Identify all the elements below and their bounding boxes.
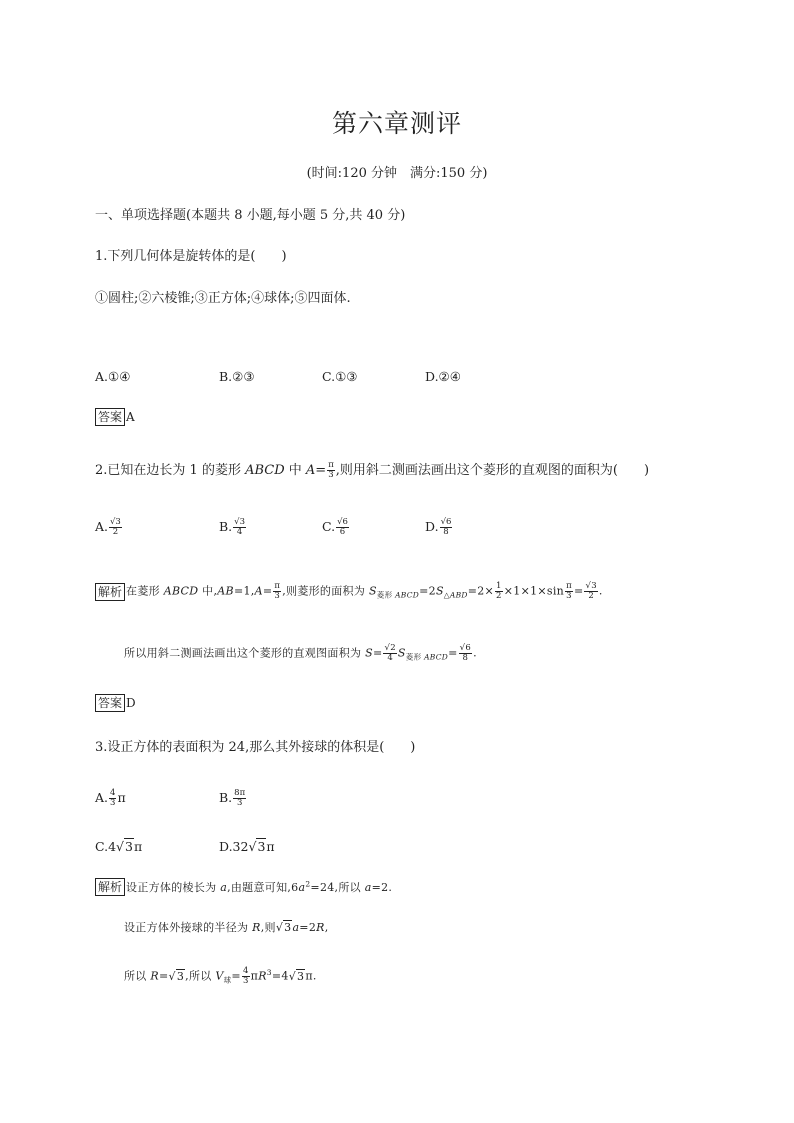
section-heading: 一、单项选择题(本题共 8 小题,每小题 5 分,共 40 分)	[95, 208, 406, 223]
q1-option-c: C.①③	[322, 369, 358, 384]
q3-option-a: A. $\frac{4}{3}$ π	[95, 788, 126, 808]
q2-answer	[95, 694, 136, 712]
q2-option-b: B. $\frac{√3}{4}$	[219, 517, 245, 537]
question-1-stem: 1.下列几何体是旋转体的是( )	[95, 249, 287, 264]
question-3-stem: 3.设正方体的表面积为 24,那么其外接球的体积是( )	[95, 740, 416, 755]
q3-analysis-1: 解析 设正方体的棱长为 a,由题意可知$,6a^2=24$,所以 a=2.	[95, 878, 392, 896]
page-title: 第六章测评	[331, 109, 462, 138]
q2-analysis-2: 所以用斜二测画法画出这个菱形的直观图面积为 S= $\frac{√2}{4}$ $S_{菱形 ABCD}=$ $\frac{√6}{8}$ .	[124, 643, 477, 663]
q2-option-c: C. $\frac{√6}{6}$	[322, 517, 348, 537]
analysis-tag: 解析	[95, 878, 125, 896]
q3-option-c: C.4√3π	[95, 839, 143, 854]
q1-option-a: A.①④	[95, 369, 131, 384]
q1-answer	[95, 408, 135, 426]
answer-value: D	[126, 696, 136, 710]
q2-option-a: A. $\frac{√3}{2}$	[95, 517, 121, 537]
q2-analysis-1: 解析 在菱形 ABCD 中,AB=1,A= $\frac{\pi}{3}$ ,则菱形的面积为 $S_{菱形 ABCD}=2S_{\triangle ABD}=2\times$ $\frac{1}{2}$ ×1×1×sin $\frac{\pi}{3}$ = $\frac{√3}{2}$ .	[95, 582, 603, 601]
answer-tag: 答案	[95, 408, 125, 426]
q3-option-b: B. $\frac{8\pi}{3}$	[219, 788, 246, 808]
q3-analysis-2: 设正方体外接球的半径为 R,则√3a=2R,	[124, 921, 329, 934]
answer-value: A	[126, 410, 135, 424]
q1-option-b: B.②③	[219, 369, 255, 384]
analysis-tag: 解析	[95, 583, 125, 601]
q1-option-d: D.②④	[425, 369, 461, 384]
answer-tag: 答案	[95, 694, 125, 712]
question-1-list: ①圆柱;②六棱锥;③正方体;④球体;⑤四面体.	[95, 291, 351, 306]
q3-analysis-3: 所以 R=√3,所以 $V_球=$ $\frac{4}{3}$ $\pi R^3=4√3\pi$.	[124, 966, 317, 986]
exam-info: (时间:120 分钟 满分:150 分)	[306, 166, 488, 181]
q2-option-d: D. $\frac{√6}{8}$	[425, 517, 452, 537]
question-2-stem: 2.已知在边长为 1 的菱形 ABCD 中 A= $\frac{\pi}{3}$ ,则用斜二测画法画出这个菱形的直观图的面积为( )	[95, 460, 650, 480]
q3-option-d: D.32√3π	[219, 839, 275, 854]
